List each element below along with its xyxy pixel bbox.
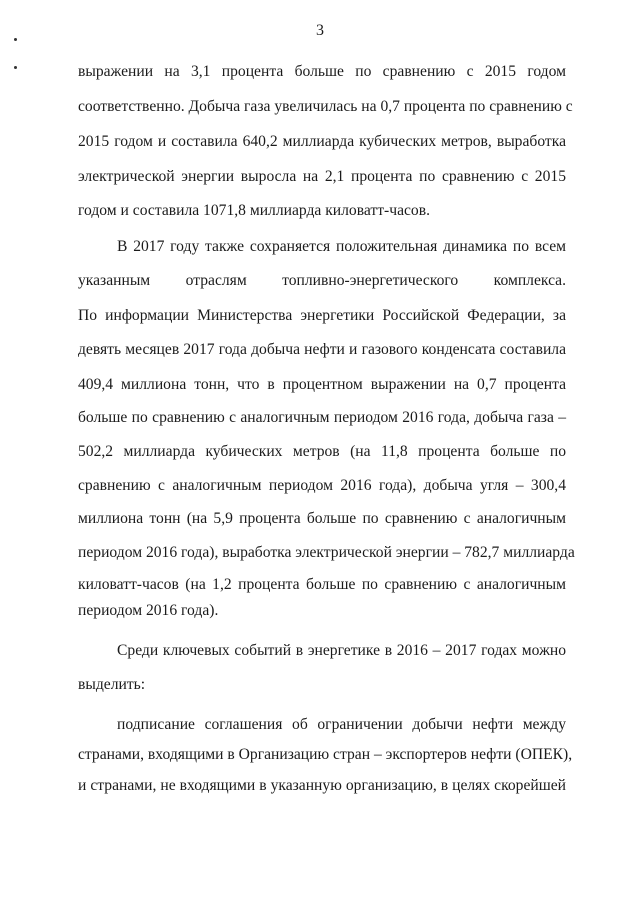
paragraph-2-line-11: киловатт-часов (на 1,2 процента больше по сравнению с аналогичным [78, 576, 566, 593]
paragraph-1-line-3: 2015 годом и составила 640,2 миллиарда кубических метров, выработка [78, 133, 566, 150]
paragraph-2-line-5: 409,4 миллиона тонн, что в процентном выражении на 0,7 процента [78, 376, 566, 393]
paragraph-1-line-2: соответственно. Добыча газа увеличилась на 0,7 процента по сравнению с [78, 98, 573, 115]
paragraph-4-line-2: странами, входящими в Организацию стран – экспортеров нефти (ОПЕК), [78, 746, 573, 763]
scan-dot-mark [14, 66, 17, 69]
paragraph-2-line-9: миллиона тонн (на 5,9 процента больше по сравнению с аналогичным [78, 510, 566, 527]
paragraph-3-line-1: Среди ключевых событий в энергетике в 2016 – 2017 годах можно [117, 642, 566, 659]
paragraph-1-line-1: выражении на 3,1 процента больше по сравнению с 2015 годом [78, 63, 566, 80]
paragraph-4-line-1: подписание соглашения об ограничении добычи нефти между [117, 716, 566, 733]
paragraph-2-line-8: сравнению с аналогичным периодом 2016 года), добыча угля – 300,4 [78, 477, 566, 494]
paragraph-2-line-3: По информации Министерства энергетики Российской Федерации, за [78, 307, 566, 324]
paragraph-2-line-10: периодом 2016 года), выработка электрической энергии – 782,7 миллиарда [78, 544, 575, 561]
paragraph-2-line-1: В 2017 году также сохраняется положительная динамика по всем [117, 238, 566, 255]
paragraph-2-line-7: 502,2 миллиарда кубических метров (на 11,8 процента больше по [78, 443, 566, 460]
paragraph-1-line-5: годом и составила 1071,8 миллиарда киловатт-часов. [78, 202, 430, 219]
scan-dot-mark [14, 38, 17, 41]
paragraph-2-line-2: указанным отраслям топливно-энергетического комплекса. [78, 272, 566, 289]
paragraph-2-line-4: девять месяцев 2017 года добыча нефти и газового конденсата составила [78, 341, 566, 358]
paragraph-4-line-3: и странами, не входящими в указанную организацию, в целях скорейшей [78, 777, 566, 794]
paragraph-3-line-2: выделить: [78, 676, 146, 693]
paragraph-2-line-12: периодом 2016 года). [78, 602, 219, 619]
paragraph-2-line-6: больше по сравнению с аналогичным периодом 2016 года, добыча газа – [78, 409, 566, 426]
page-number: 3 [316, 22, 324, 39]
paragraph-1-line-4: электрической энергии выросла на 2,1 процента по сравнению с 2015 [78, 168, 566, 185]
